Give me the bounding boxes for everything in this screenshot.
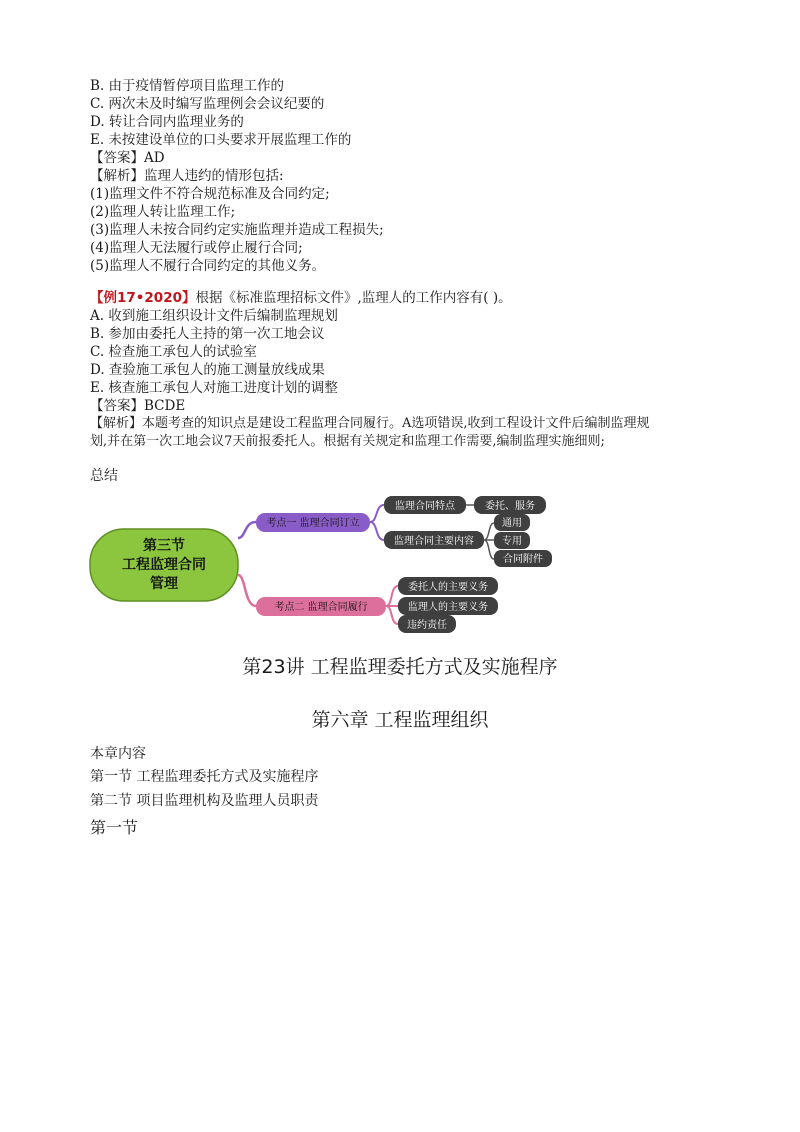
q1-analysis-item: (4)监理人无法履行或停止履行合同; <box>90 240 303 256</box>
connector-branch2-children <box>386 586 398 624</box>
q1-analysis-title: 【解析】监理人违约的情形包括: <box>90 168 284 184</box>
b1-child2-leaf-label: 合同附件 <box>503 554 543 565</box>
q1-option-b: B. 由于疫情暂停项目监理工作的 <box>90 78 285 94</box>
q1-option-c: C. 两次未及时编写监理例会会议纪要的 <box>90 96 325 112</box>
toc-item: 第一节 工程监理委托方式及实施程序 <box>90 769 319 785</box>
connector-branch1-child1 <box>370 505 384 522</box>
branch1-label: 考点一 监理合同订立 <box>266 518 360 529</box>
q1-analysis-item: (3)监理人未按合同约定实施监理并造成工程损失; <box>90 222 384 238</box>
toc-label: 本章内容 <box>90 746 146 762</box>
root-node-line-1: 第三节 <box>143 538 185 554</box>
q2-option-e: E. 核查施工承包人对施工进度计划的调整 <box>90 380 338 396</box>
mind-map <box>0 480 800 640</box>
b1-child1-label: 监理合同特点 <box>395 501 455 512</box>
chapter-title: 第六章 工程监理组织 <box>311 709 489 731</box>
q1-option-e: E. 未按建设单位的口头要求开展监理工作的 <box>90 132 352 148</box>
q2-option-b: B. 参加由委托人主持的第一次工地会议 <box>90 326 325 342</box>
q2-example-tag: 【例17•2020】 <box>90 290 196 306</box>
q2-option-a: A. 收到施工组织设计文件后编制监理规划 <box>90 308 338 324</box>
b2-child-label: 委托人的主要义务 <box>408 582 488 593</box>
q1-option-d: D. 转让合同内监理业务的 <box>90 114 244 130</box>
q2-option-d: D. 查验施工承包人的施工测量放线成果 <box>90 362 325 378</box>
q2-option-c: C. 检查施工承包人的试验室 <box>90 344 257 360</box>
summary-label: 总结 <box>90 468 118 484</box>
lecture-title: 第23讲 工程监理委托方式及实施程序 <box>242 656 558 678</box>
q2-stem: 根据《标准监理招标文件》,监理人的工作内容有( )。 <box>195 290 512 306</box>
b1-child2-label: 监理合同主要内容 <box>394 536 474 547</box>
q2-stem-line <box>90 289 512 307</box>
b2-child-label: 监理人的主要义务 <box>408 602 488 613</box>
root-node-line-3: 管理 <box>150 576 178 592</box>
q1-analysis-item: (1)监理文件不符合规范标准及合同约定; <box>90 186 330 202</box>
section-label: 第一节 <box>90 818 139 837</box>
q2-answer: 【答案】BCDE <box>90 398 186 414</box>
root-node-line-2: 工程监理合同 <box>122 557 206 573</box>
q2-analysis-line-2: 划,并在第一次工地会议7天前报委托人。根据有关规定和监理工作需要,编制监理实施细则; <box>90 434 605 449</box>
q1-analysis-item: (5)监理人不履行合同约定的其他义务。 <box>90 258 326 274</box>
q2-analysis-line-1: 【解析】本题考查的知识点是建设工程监理合同履行。A选项错误,收到工程设计文件后编制监理规 <box>90 416 650 431</box>
connector-root-branch2 <box>238 575 256 606</box>
b2-child-label: 违约责任 <box>407 620 447 631</box>
b1-child2-leaf-label: 通用 <box>502 518 522 529</box>
q1-answer: 【答案】AD <box>90 150 165 166</box>
branch2-label: 考点二 监理合同履行 <box>274 602 368 613</box>
connector-branch1-child2 <box>370 522 384 540</box>
b1-child2-leaf-label: 专用 <box>502 536 522 547</box>
toc-item: 第二节 项目监理机构及监理人员职责 <box>90 793 319 809</box>
b1-child1-leaf-label: 委托、服务 <box>485 501 535 512</box>
connector-root-branch1 <box>238 522 256 538</box>
q1-analysis-item: (2)监理人转让监理工作; <box>90 204 236 220</box>
connector-child2-leaves <box>484 523 494 559</box>
